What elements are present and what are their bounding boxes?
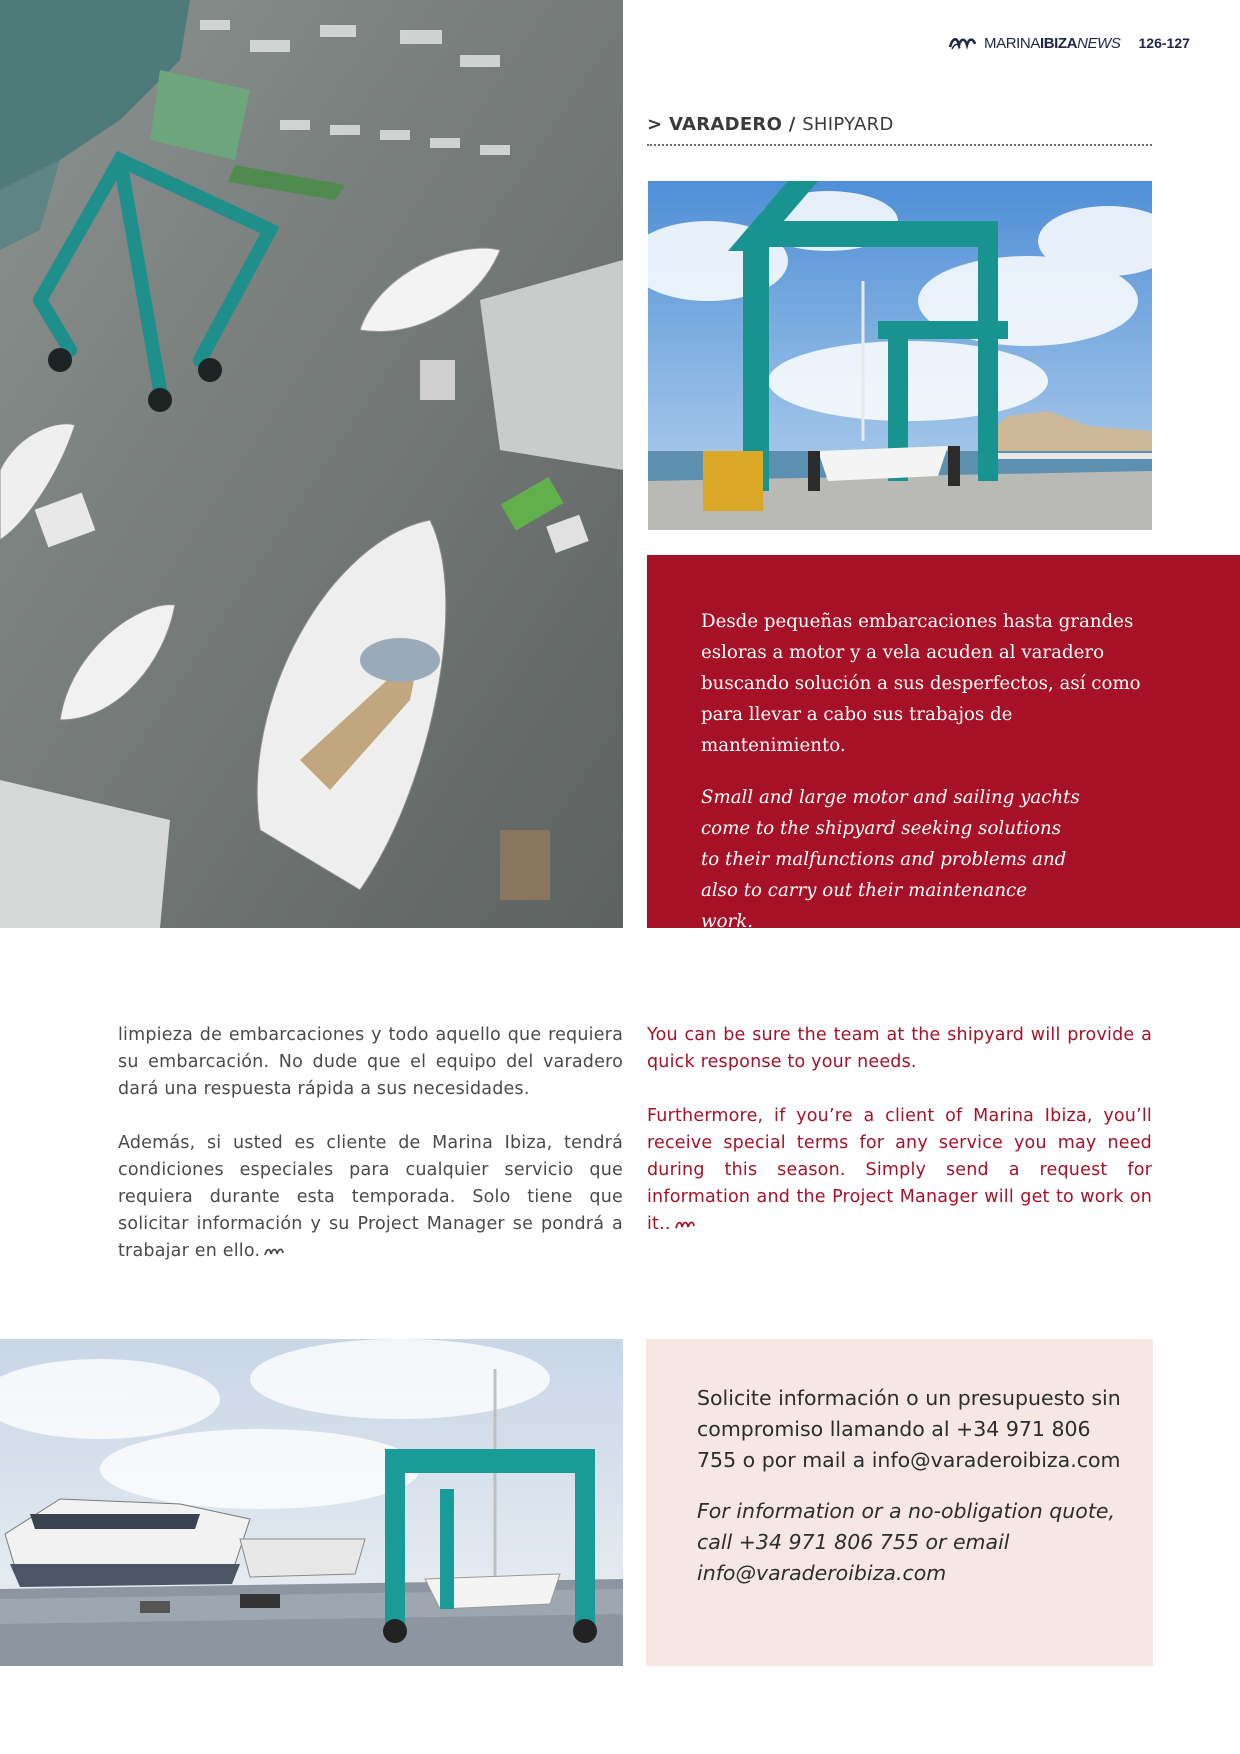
section-marker: > xyxy=(647,114,669,135)
body-es-paragraph-1: limpieza de embarcaciones y todo aquello que requiera su embarcación. No dude que el equipo del varadero dará una respuesta rápida a sus necesidades. xyxy=(118,1025,623,1099)
body-es-paragraph-2: Además, si usted es cliente de Marina Ibiza, tendrá condiciones especiales para cualquier servicio que requiera durante esta temporada. Solo tiene que solicitar información y su Project Manager se pondrá a trabajar en ello. xyxy=(118,1133,623,1261)
brand-name: MARINAIBIZANEWS xyxy=(984,34,1121,52)
body-en-paragraph-1: You can be sure the team at the shipyard will provide a quick response to your needs. xyxy=(647,1025,1152,1072)
quote-english: Small and large motor and sailing yachts come to the shipyard seeking solutions to their malfunctions and problems and also to carry out their maintenance work. xyxy=(701,787,1080,932)
travel-lift-crane-photo xyxy=(648,181,1152,530)
quote-spanish: Desde pequeñas embarcaciones hasta grandes esloras a motor y a vela acuden al varadero buscando solución a sus desperfectos, así como para llevar a cabo sus trabajos de mantenimiento. xyxy=(701,611,1141,756)
aerial-shipyard-photo xyxy=(0,0,623,928)
section-title-en: SHIPYARD xyxy=(802,114,894,135)
contact-spanish: Solicite información o un presupuesto sin compromiso llamando al +34 971 806 755 o por mail a info@varaderoibiza.com xyxy=(697,1386,1121,1472)
section-title xyxy=(647,114,1152,146)
body-en-paragraph-2: Furthermore, if you’re a client of Marina Ibiza, you’ll receive special terms for any service you may need during this season. Simply send a request for information and the Project Manager will get to work on it.. xyxy=(647,1106,1152,1234)
wave-end-mark-icon xyxy=(264,1246,284,1257)
body-column-english xyxy=(647,1022,1152,1238)
section-title-es: VARADERO xyxy=(668,114,783,135)
highlight-quote-box xyxy=(647,555,1240,932)
wave-logo-icon xyxy=(948,35,976,51)
section-separator: / xyxy=(782,114,803,135)
contact-english: For information or a no-obligation quote, call +34 971 806 755 or email info@varaderoibiza.com xyxy=(697,1499,1115,1585)
contact-info-box xyxy=(646,1339,1153,1666)
page-header xyxy=(948,30,1208,56)
page-numbers: 126-127 xyxy=(1138,35,1190,51)
shipyard-yachts-crane-photo xyxy=(0,1339,623,1666)
wave-end-mark-icon xyxy=(675,1219,695,1230)
body-column-spanish xyxy=(118,1022,623,1265)
